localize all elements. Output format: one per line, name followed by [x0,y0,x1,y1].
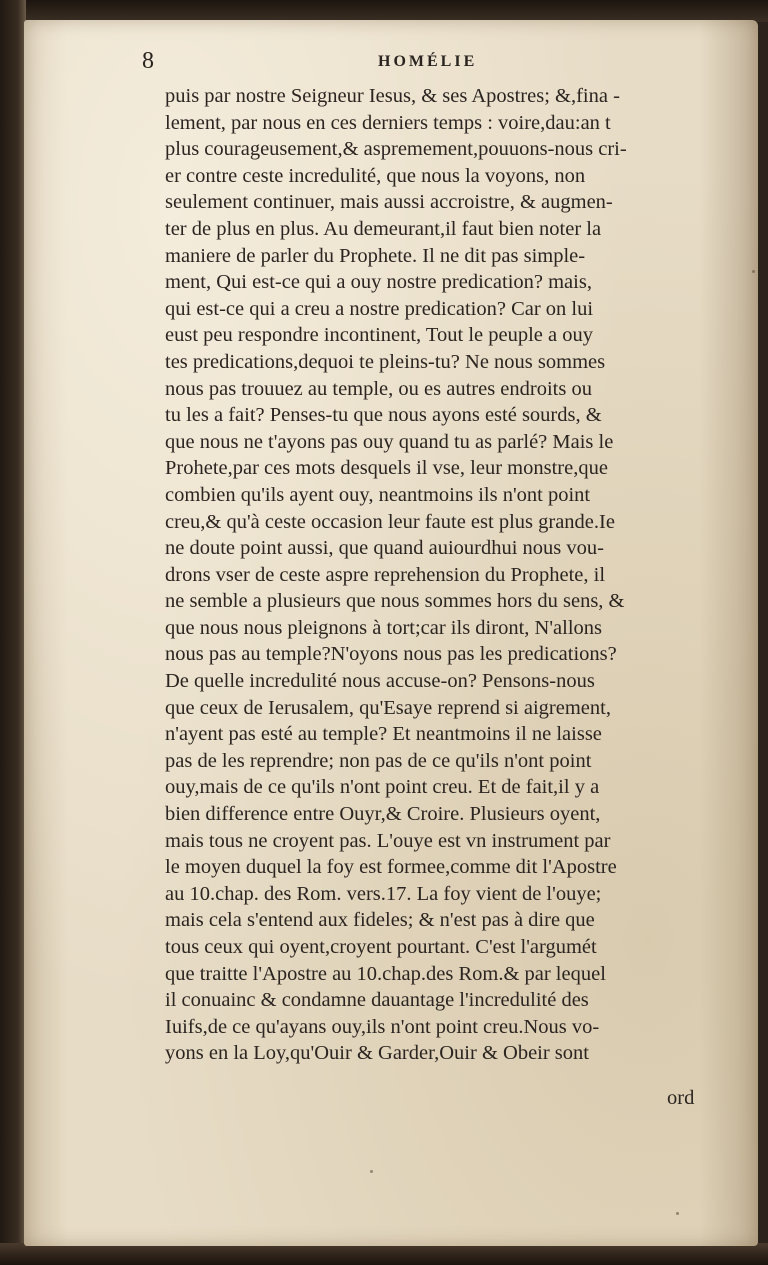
text-line: mais cela s'entend aux fideles; & n'est pas à dire que [165,909,595,932]
text-line: combien qu'ils ayent ouy, neantmoins ils n'ont point [165,483,591,506]
catchword: ord [667,1087,695,1109]
text-line: tes predications,dequoi te pleins-tu? Ne nous sommes [165,350,606,373]
text-line: creu,& qu'à ceste occasion leur faute est plus grande.Ie [165,510,615,533]
text-line: que ceux de Ierusalem, qu'Esaye reprend si aigrement, [165,696,611,719]
scan-left-edge [0,0,26,1265]
body-text [165,83,705,1067]
text-line: qui est-ce qui a creu a nostre predication? Car on lui [165,297,594,320]
text-line: yons en la Loy,qu'Ouir & Garder,Ouir & Obeir sont [165,1042,589,1065]
text-line: puis par nostre Seigneur Iesus, & ses Apostres; &,fina - [165,85,620,107]
text-line: nous pas trouuez au temple, ou es autres endroits ou [165,377,592,400]
text-line: ne semble a plusieurs que nous sommes hors du sens, & [165,590,625,613]
text-line: ne doute point aussi, que quand auiourdhui nous vou- [165,537,604,560]
text-line: bien difference entre Ouyr,& Croire. Plusieurs oyent, [165,803,601,826]
running-head: HOMÉLIE [378,53,478,70]
text-line: que nous ne t'ayons pas ouy quand tu as parlé? Mais le [165,430,614,453]
text-line: Prohete,par ces mots desquels il vse, leur monstre,que [165,457,608,480]
text-line: drons vser de ceste aspre reprehension du Prophete, il [165,563,606,586]
text-line: il conuainc & condamne dauantage l'incredulité des [165,989,589,1012]
text-line: ouy,mais de ce qu'ils n'ont point creu. Et de fait,il y a [165,776,600,799]
scan-bottom-edge [0,1243,768,1265]
text-line: ter de plus en plus. Au demeurant,il faut bien noter la [165,217,602,240]
foxing-spot [370,1170,373,1173]
text-line: lement, par nous en ces derniers temps : voire,dau:an t [165,111,611,134]
text-line: De quelle incredulité nous accuse-on? Pensons-nous [165,670,595,693]
text-line: seulement continuer, mais aussi accroistre, & augmen- [165,191,613,214]
text-line: que nous nous pleignons à tort;car ils diront, N'allons [165,616,602,639]
text-line: Iuifs,de ce qu'ayans ouy,ils n'ont point creu.Nous vo- [165,1015,600,1038]
foxing-spot [752,270,755,273]
text-line: er contre ceste incredulité, que nous la voyons, non [165,164,586,187]
text-line: n'ayent pas esté au temple? Et neantmoins il ne laisse [165,723,602,746]
text-line: eust peu respondre incontinent, Tout le peuple a ouy [165,324,594,347]
scan-top-edge [0,0,768,22]
foxing-spot [676,1212,679,1215]
text-line: tu les a fait? Penses-tu que nous ayons esté sourds, & [165,404,602,427]
text-line: mais tous ne croyent pas. L'ouye est vn instrument par [165,829,611,852]
text-line: maniere de parler du Prophete. Il ne dit pas simple- [165,244,586,267]
text-line: au 10.chap. des Rom. vers.17. La foy vient de l'ouye; [165,882,602,905]
text-line: ment, Qui est-ce qui a ouy nostre predication? mais, [165,271,592,294]
text-line: pas de les reprendre; non pas de ce qu'ils n'ont point [165,749,592,772]
text-line: tous ceux qui oyent,croyent pourtant. C'est l'argumét [165,936,597,958]
text-line: que traitte l'Apostre au 10.chap.des Rom.& par lequel [165,962,606,985]
page-number: 8 [142,48,154,74]
text-line: nous pas au temple?N'oyons nous pas les predications? [165,643,617,666]
text-line: le moyen duquel la foy est formee,comme dit l'Apostre [165,856,617,879]
text-line: plus courageusement,& aspremement,pouuons-nous cri- [165,138,627,161]
